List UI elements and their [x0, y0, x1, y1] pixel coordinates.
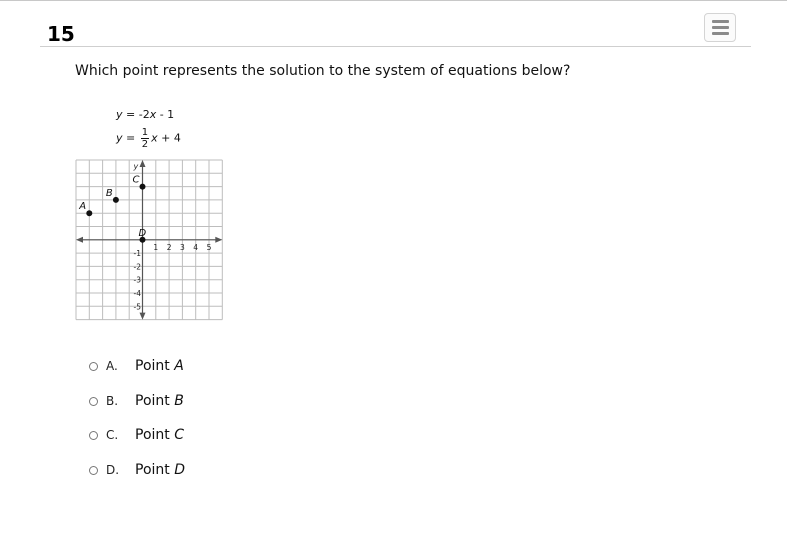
hamburger-icon	[712, 20, 729, 23]
hamburger-icon	[712, 32, 729, 35]
x-tick-label: 2	[166, 242, 172, 252]
choice-a-point: A	[174, 358, 184, 374]
equation-2	[116, 127, 181, 150]
choice-b-point: B	[174, 393, 184, 409]
eq1-x: x	[149, 108, 157, 121]
x-axis-arrow-right	[215, 237, 222, 243]
choice-d-text	[135, 462, 185, 478]
eq2-x: x	[151, 131, 158, 145]
eq2-frac-denominator: 2	[141, 139, 149, 150]
choice-a-letter: A.	[106, 359, 118, 373]
graph-points	[78, 175, 146, 243]
y-tick-label: -4	[133, 289, 141, 298]
choice-a[interactable]	[89, 356, 184, 376]
eq2-equals: =	[126, 131, 136, 145]
x-tick-label: 5	[206, 242, 212, 252]
y-axis-label: y	[133, 162, 139, 171]
y-tick-labels	[134, 249, 142, 311]
x-axis-arrow-left	[76, 237, 83, 243]
y-tick-label: -2	[133, 262, 141, 272]
hamburger-icon	[712, 26, 729, 29]
choice-d-word: Point	[135, 462, 170, 478]
point-label-d: D	[138, 227, 147, 239]
eq2-frac-numerator: 1	[141, 127, 149, 138]
choice-d[interactable]	[89, 460, 185, 480]
eq2-constant: + 4	[161, 131, 181, 145]
choice-c-letter: C.	[106, 428, 119, 442]
radio-d[interactable]	[89, 466, 98, 475]
question-number: 15	[47, 22, 75, 46]
y-tick-label: -1	[133, 249, 141, 259]
point-label-c: C	[132, 174, 140, 186]
choice-b[interactable]	[89, 391, 184, 411]
choice-a-word: Point	[135, 358, 170, 374]
header-divider	[40, 46, 751, 47]
choice-b-letter: B.	[106, 394, 119, 408]
top-border	[0, 0, 787, 1]
x-tick-label: 4	[193, 242, 199, 252]
choice-b-word: Point	[135, 393, 170, 409]
menu-button[interactable]	[704, 13, 736, 42]
choice-c-word: Point	[135, 427, 170, 443]
choice-b-text	[135, 393, 184, 409]
choice-c[interactable]	[89, 425, 184, 445]
y-tick-label: -3	[133, 275, 141, 285]
radio-b[interactable]	[89, 397, 98, 406]
radio-a[interactable]	[89, 362, 98, 371]
point-label-a: A	[79, 201, 87, 213]
choice-c-point: C	[174, 427, 184, 443]
question-prompt: Which point represents the solution to the system of equations below?	[75, 63, 571, 79]
choice-c-text	[135, 427, 184, 443]
eq2-y: y	[116, 131, 123, 145]
eq2-fraction	[141, 127, 149, 150]
eq1-coefficient: -2	[138, 108, 150, 121]
graph-axes	[76, 160, 222, 320]
eq1-y: y	[116, 108, 123, 121]
point-a	[86, 210, 92, 216]
y-axis-arrow-down	[140, 313, 146, 320]
choice-d-letter: D.	[106, 463, 120, 477]
x-tick-label: 3	[180, 242, 185, 252]
radio-c[interactable]	[89, 431, 98, 440]
equation-1	[116, 108, 174, 121]
y-axis-arrow-up	[140, 160, 146, 167]
coordinate-graph	[74, 157, 239, 323]
x-tick-labels	[153, 243, 211, 252]
point-b	[113, 197, 119, 203]
choice-d-point: D	[174, 462, 185, 478]
eq1-constant: - 1	[159, 108, 175, 121]
point-label-b: B	[105, 187, 113, 199]
x-tick-label: 1	[153, 242, 159, 252]
point-c	[140, 184, 146, 190]
choice-a-text	[135, 358, 184, 374]
eq1-equals: =	[126, 108, 136, 121]
y-tick-label: -5	[133, 302, 141, 312]
